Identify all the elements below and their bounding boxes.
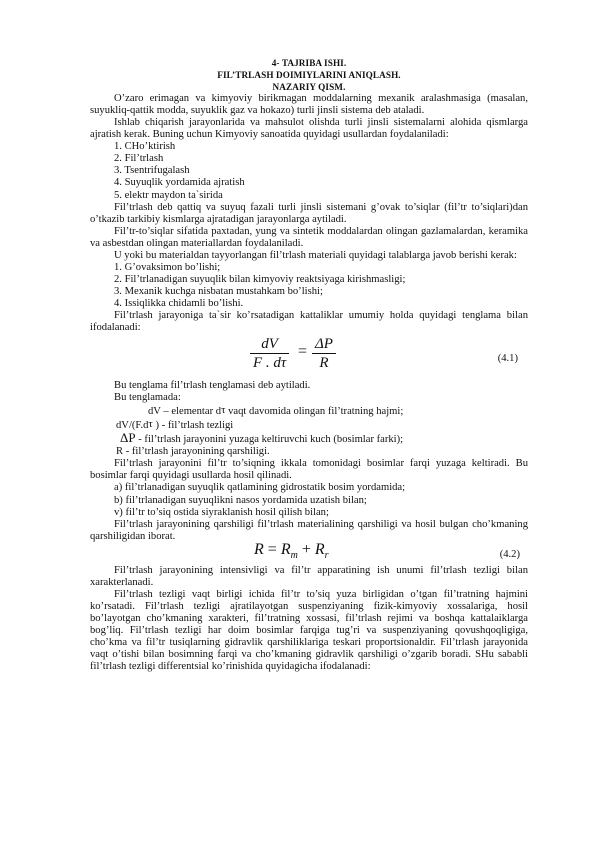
lab-title: 4- TAJRIBA ISHI. [271, 58, 347, 68]
list-item: 3. Mexanik kuchga nisbatan mustahkam bo’lishi; [114, 285, 323, 297]
definition-speed-prefix: dV/(F.d [116, 420, 149, 432]
pressure-methods-list [90, 482, 528, 518]
paragraph-intensity: Fil’trlash jarayonining intensivligi va fil’tr apparatining ish unumi fil’trlash tezligi bilan xarakterlanadi. [90, 564, 528, 588]
resistance-equals: = [263, 540, 281, 558]
resistance-cake: R [314, 540, 325, 558]
equation-lhs-fraction [250, 336, 289, 372]
definition-speed [90, 418, 528, 432]
list-item: 3. Tsentrifugalash [114, 165, 190, 177]
list-item: 5. elektr maydon ta`sirida [114, 189, 223, 201]
list-item: 2. Fil’trlash [114, 153, 164, 165]
document-body [90, 57, 528, 673]
paragraph-filter-materials: Fil’tr-to’siqlar sifatida paxtadan, yung va sintetik moddalardan olingan gazlamalardan, keramika va asbestdan olingan materiallardan foydalaniladi. [90, 225, 528, 249]
resistance-medium: R [280, 540, 291, 558]
paragraph-equation-name: Bu tenglama fil’trlash tenglamasi deb aytiladi. [114, 380, 311, 392]
definition-dp-text: - fil’trlash jarayonini yuzaga keltiruvchi kuch (bosimlar farki); [135, 434, 404, 446]
list-item: 1. CHo’ktirish [114, 141, 176, 153]
definition-speed-suffix: ) - fil’trlash tezligi [152, 420, 234, 432]
equation-lhs-numerator: dV [250, 336, 289, 354]
paragraph-pressure-difference: Fil’trlash jarayonini fil’tr to’siqning ikkala tomonidagi bosimlar farqi yuzaga keltiradi. Bu bosimlar farqi quyidagi usullarda hosil qilinadi. [90, 458, 528, 482]
resistance-equation [90, 540, 528, 565]
resistance-total: R [254, 540, 264, 558]
equation-lhs-denominator: F . dτ [253, 355, 287, 372]
resistance-formula [254, 540, 329, 562]
list-item: a) fil’trlanadigan suyuqlik qatlamining gidrostatik bosim yordamida; [114, 482, 406, 494]
definition-dv-prefix: dV – elementar d [148, 406, 222, 418]
tau-symbol: τ [221, 404, 226, 417]
filtration-equation [90, 336, 528, 376]
paragraph-equation-intro: Fil’trlash jarayoniga ta`sir ko’rsatadigan kattaliklar umumiy holda quyidagi tenglama bilan ifodalanadi: [90, 309, 528, 334]
equation-rhs-denominator: R [319, 355, 329, 372]
paragraph-definition: O’zaro erimagan va kimyoviy birikmagan moddalarning mexanik aralashmasiga (masalan, suyukliq-qattik modda, suyuklik gaz va hokazo) turli jinsli sistema deb ataladi. [90, 93, 528, 117]
resistance-plus: + [297, 540, 315, 558]
topic-title: FIL’TRLASH DOIMIYLARINI ANIQLASH. [217, 70, 401, 81]
list-item: b) fil’trlanadigan suyuqlikni nasos yordamida uzatish bilan; [114, 494, 367, 506]
list-item: 1. G’ovaksimon bo’lishi; [114, 261, 221, 273]
section-title: NAZARIY QISM. [272, 82, 346, 93]
list-item: v) fil’tr to’siq ostida siyraklanish hosil qilish bilan; [114, 506, 329, 518]
requirements-list [90, 262, 528, 310]
paragraph-requirements-intro: U yoki bu materialdan tayyorlangan fil’trlash materiali quyidagi talablarga javob berishi kerak: [114, 249, 517, 261]
resistance-medium-subscript: m [290, 549, 298, 561]
resistance-cake-subscript: r [324, 549, 329, 561]
equation-equals: = [298, 343, 308, 361]
list-item: 4. Issiqlikka chidamli bo’lishi. [114, 297, 244, 309]
equation-number: (4.2) [499, 548, 520, 560]
list-item: 2. Fil’trlanadigan suyuqlik bilan kimyoviy reaktsiyaga kirishmasligi; [114, 273, 406, 285]
methods-list [90, 141, 528, 201]
definition-dv-suffix: vaqt davomida olingan fil’tratning hajmi; [225, 406, 404, 418]
equation-rhs-fraction [312, 336, 336, 372]
tau-symbol: τ [148, 418, 153, 431]
paragraph-resistance: Fil’trlash jarayonining qarshiligi fil’trlash materialining qarshiligi va hosil bulgan cho’kmaning qarshiligidan iborat. [90, 518, 528, 542]
list-item: 4. Suyuqlik yordamida ajratish [114, 177, 245, 189]
paragraph-filtration-definition: Fil’trlash deb qattiq va suyuq fazali turli jinsli sistemani g’ovak to’siqlar (fil’tr to’siqlari)dan o’tkazib tarkibiy kismlarga ajratadigan jarayonlarga aytiladi. [90, 201, 528, 225]
paragraph-equation-legend: Bu tenglamada: [114, 392, 181, 404]
definition-dv [90, 404, 528, 418]
paragraph-filtration-rate: Fil’trlash tezligi vaqt birligi ichida fil’tr to’siq yuza birligidan o’tgan fil’tratning hajmini ko’rsatadi. Fil’trlash tezligi ajratilayotgan suspenziyaning fizik-kimyoviy xossalariga, hosil bo’layotgan cho’kmaning xarakteri, fil’tratning xossasi, fil’trlash rejimi va boshqa kattalaiklarga bog’liq. Fil’trlash tezligi har doim bosimlar farqiga tug’ri va suspenziyaning qovushqoqligiga, cho’kma va fil’tr tusiqlarning gidravlik qarshiliklariga teskari proportsionaldir. Fil’trlash jarayonida vaqt o’tishi bilan bosimning farqi va cho’kmaning gidravlik qarshiligi o’zgarib boradi. SHu sababli fil’trlash tezligi differentsial ko’rinishida quyidagicha ifodalanadi: [90, 588, 528, 673]
definition-dp [90, 432, 528, 446]
equation-number: (4.1) [497, 353, 518, 365]
definition-r: R - fil’trlash jarayonining qarshiligi. [116, 446, 270, 458]
paragraph-separation: Ishlab chiqarish jarayonlarida va mahsulot olishda turli jinsli sistemalarni alohida qismlarga ajratish kerak. Buning uchun Kimyoviy sanoatida quyidagi usullardan foydalaniladi: [90, 117, 528, 141]
equation-rhs-numerator: ΔP [312, 336, 336, 354]
delta-p-symbol: ΔP [120, 430, 136, 446]
